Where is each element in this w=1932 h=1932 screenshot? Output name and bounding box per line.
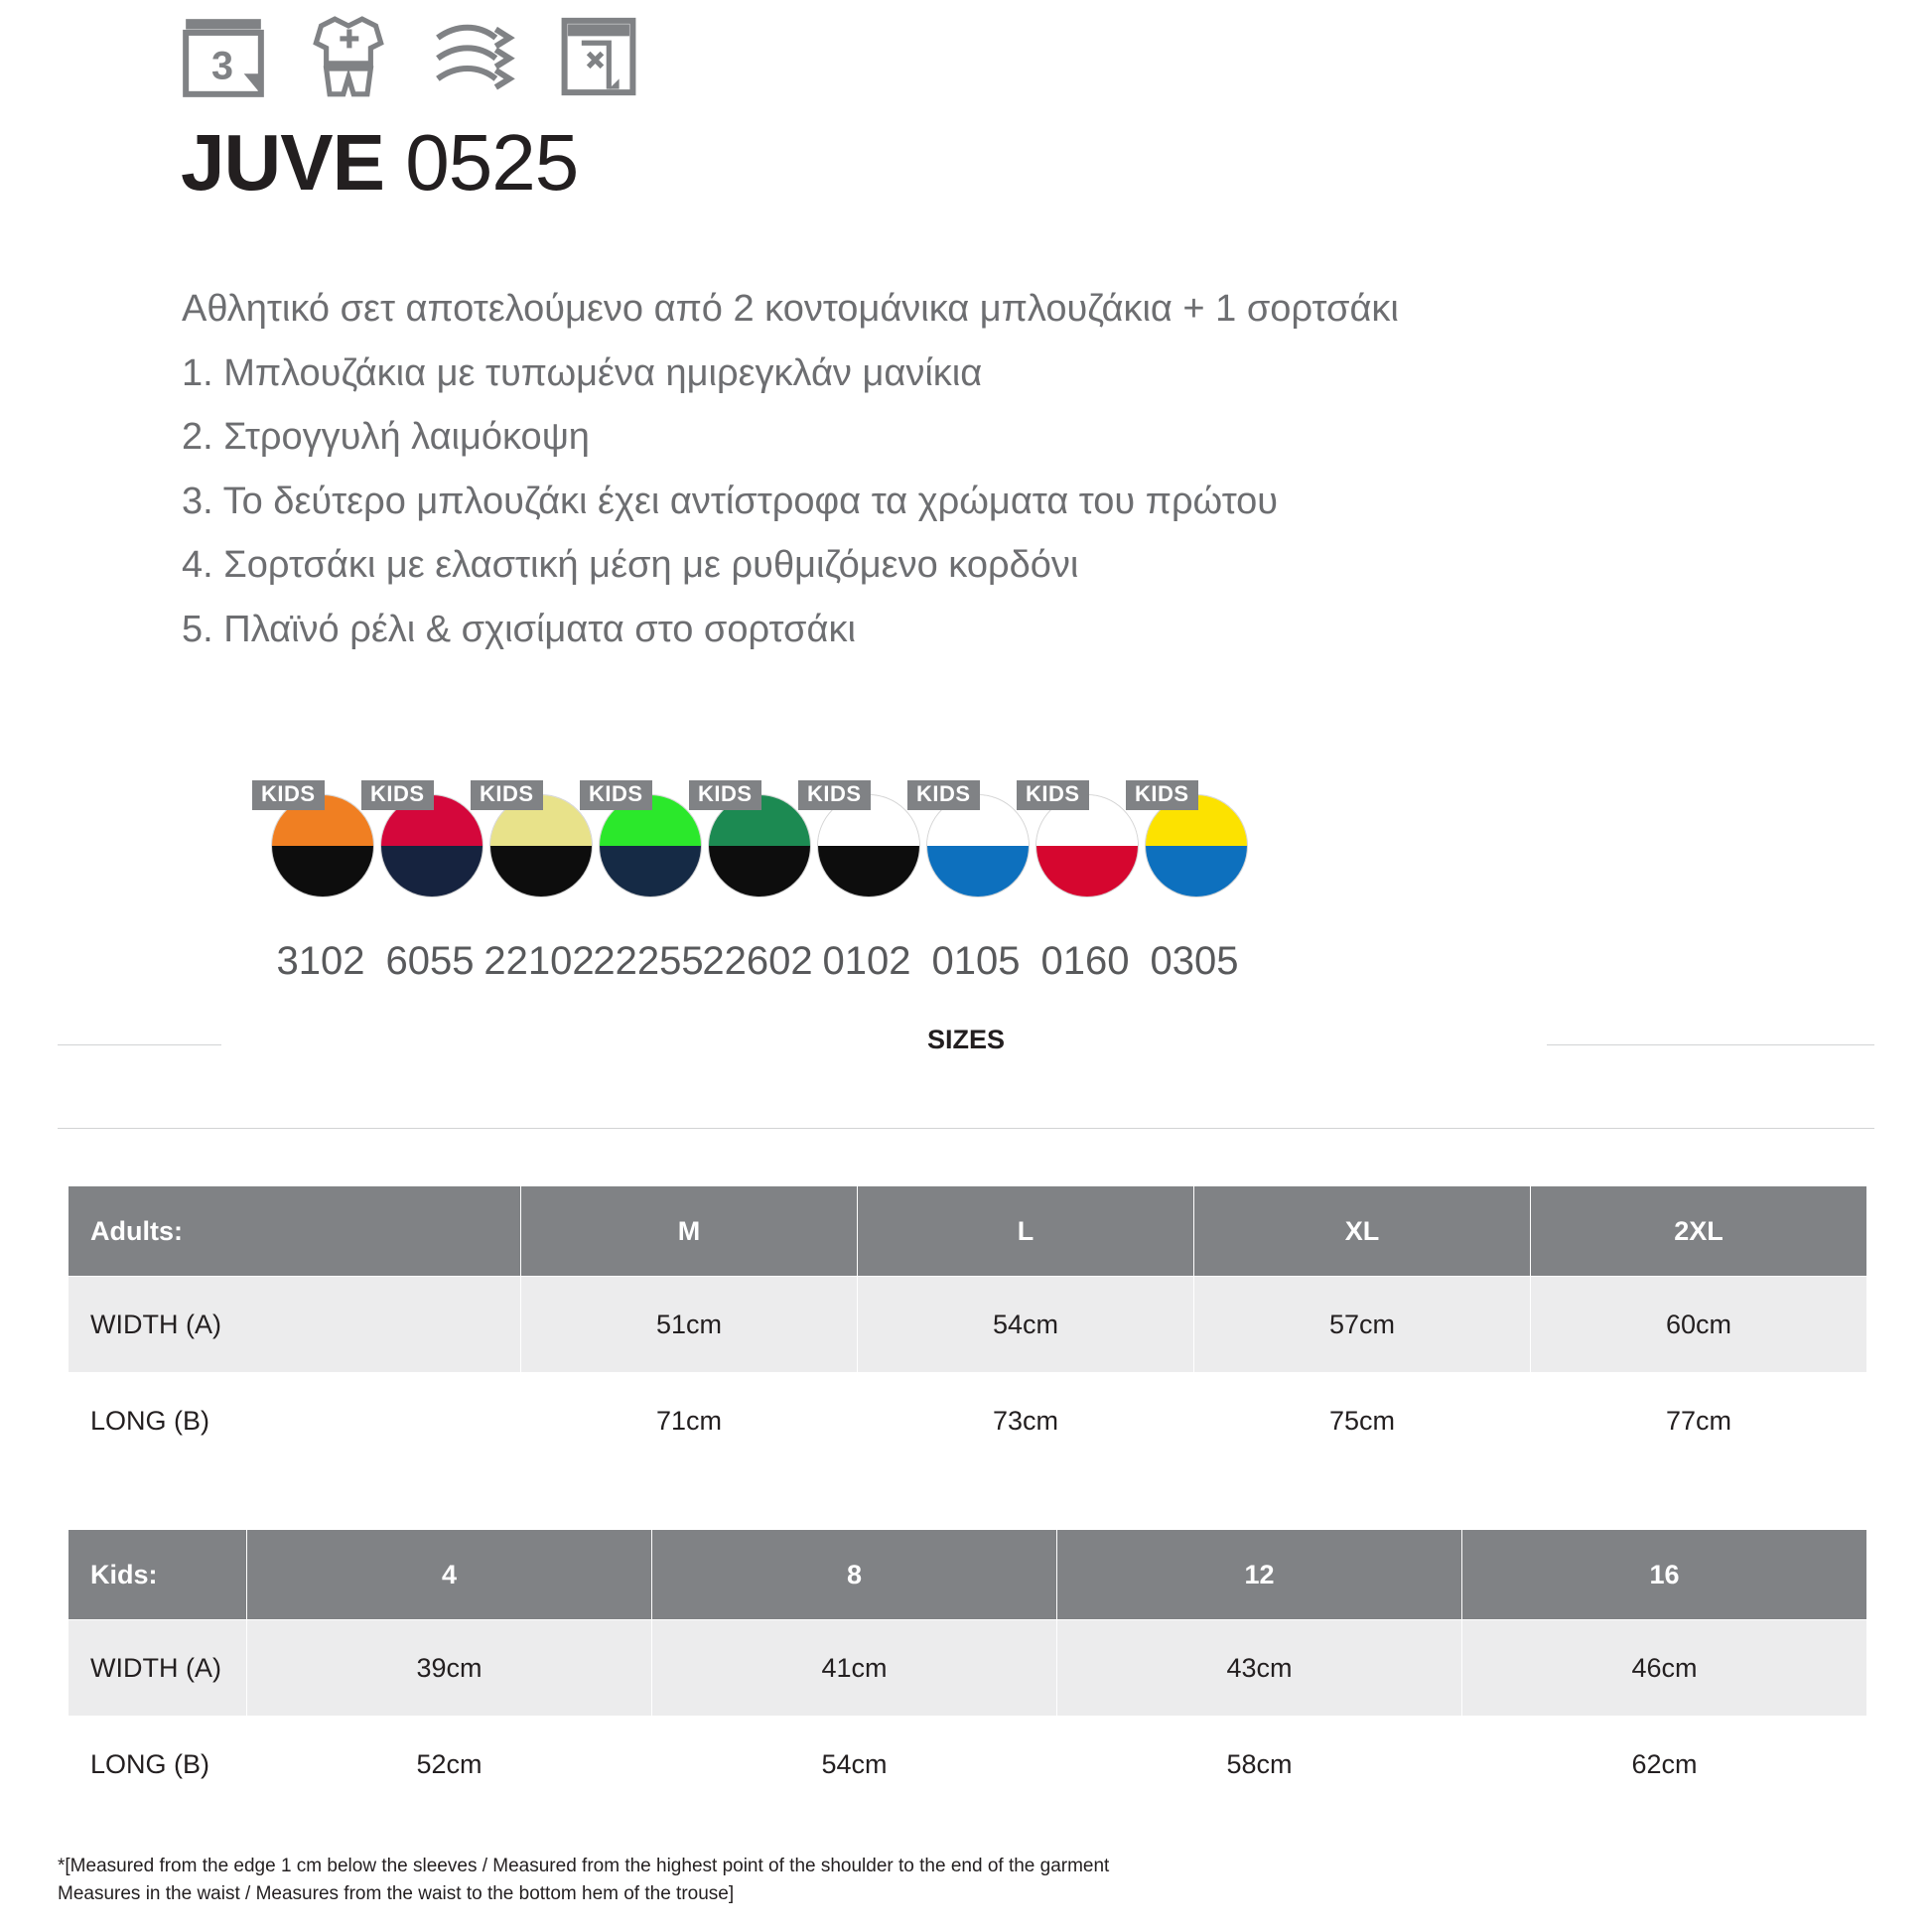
kids-width-8: 41cm (652, 1620, 1057, 1717)
care-icon-strip (181, 0, 641, 99)
breathable-icon (431, 14, 516, 99)
table-row (69, 1717, 1867, 1813)
footnote-line-1: *[Measured from the edge 1 cm below the sleeves / Measured from the highest point of the shoulder to the end of the garment (58, 1856, 1110, 1876)
kids-header-4: 4 (247, 1530, 652, 1620)
color-option[interactable] (916, 781, 1031, 984)
swatch-bottom (490, 846, 592, 897)
color-code-label: 3102 (276, 939, 365, 983)
kids-badge: KIDS (252, 780, 325, 810)
swatch-bottom (927, 846, 1029, 897)
kids-long-8: 54cm (652, 1717, 1057, 1813)
color-option[interactable] (370, 781, 484, 984)
kids-width-label: WIDTH (A) (69, 1620, 247, 1717)
footnote-line-2: Measures in the waist / Measures from the waist to the bottom hem of the trouse] (58, 1882, 735, 1904)
kids-long-16: 62cm (1462, 1717, 1867, 1813)
zip-bag-icon (556, 14, 641, 99)
adults-long-label: LONG (B) (69, 1373, 521, 1469)
swatch-bottom (1036, 846, 1138, 897)
swatch-wrap (698, 781, 812, 903)
adults-width-xl: 57cm (1194, 1277, 1531, 1373)
kids-width-4: 39cm (247, 1620, 652, 1717)
adults-width-l: 54cm (858, 1277, 1194, 1373)
adults-size-table (68, 1185, 1867, 1469)
product-code: 0525 (405, 118, 579, 207)
page-title (181, 117, 578, 208)
package-3-icon (181, 14, 266, 99)
swatch-wrap (807, 781, 921, 903)
swatch-bottom (381, 846, 483, 897)
color-option[interactable] (807, 781, 921, 984)
description-line-4: 4. Σορτσάκι με ελαστική μέση με ρυθμιζόμενο κορδόνι (182, 544, 1079, 587)
color-code-label: 22602 (702, 939, 813, 983)
adults-header-m: M (521, 1186, 858, 1277)
table-row (69, 1277, 1867, 1373)
table-header-row (69, 1186, 1867, 1277)
table-row (69, 1620, 1867, 1717)
swatch-wrap (261, 781, 375, 903)
color-option[interactable] (1135, 781, 1249, 984)
color-option[interactable] (261, 781, 375, 984)
table-row (69, 1373, 1867, 1469)
description-line-1: 1. Μπλουζάκια με τυπωμένα ημιρεγκλάν μανίκια (182, 351, 983, 394)
color-code-label: 22102 (483, 939, 595, 983)
swatch-bottom (709, 846, 810, 897)
kids-header-label: Kids: (69, 1530, 247, 1620)
adults-header-xl: XL (1194, 1186, 1531, 1277)
kids-badge: KIDS (798, 780, 871, 810)
divider-below-sizes (58, 1128, 1874, 1129)
adults-long-m: 71cm (521, 1373, 858, 1469)
adults-long-l: 73cm (858, 1373, 1194, 1469)
kids-width-12: 43cm (1057, 1620, 1462, 1717)
kids-long-4: 52cm (247, 1717, 652, 1813)
adults-long-2xl: 77cm (1531, 1373, 1867, 1469)
swatch-bottom (1146, 846, 1247, 897)
sizes-heading: SIZES (926, 1025, 1006, 1054)
color-option[interactable] (589, 781, 704, 984)
kids-width-16: 46cm (1462, 1620, 1867, 1717)
kids-badge: KIDS (580, 780, 652, 810)
kids-badge: KIDS (361, 780, 434, 810)
kids-header-16: 16 (1462, 1530, 1867, 1620)
table-header-row (69, 1530, 1867, 1620)
color-code-label: 0160 (1040, 939, 1130, 983)
kids-size-table (68, 1529, 1867, 1813)
color-code-label: 6055 (385, 939, 475, 983)
kids-badge: KIDS (1017, 780, 1089, 810)
kids-badge: KIDS (689, 780, 761, 810)
adults-width-label: WIDTH (A) (69, 1277, 521, 1373)
swatch-wrap (1026, 781, 1140, 903)
description-intro: Αθλητικό σετ αποτελούμενο από 2 κοντομάνικα μπλουζάκια + 1 σορτσάκι (182, 288, 1399, 330)
adults-header-label: Adults: (69, 1186, 521, 1277)
color-code-label: 0105 (931, 939, 1021, 983)
swatch-wrap (1135, 781, 1249, 903)
kids-long-label: LONG (B) (69, 1717, 247, 1813)
product-description (182, 288, 1830, 672)
adults-width-2xl: 60cm (1531, 1277, 1867, 1373)
swatch-wrap (589, 781, 703, 903)
swatch-wrap (480, 781, 594, 903)
brand-name: JUVE (181, 118, 384, 207)
kids-header-8: 8 (652, 1530, 1057, 1620)
adults-width-m: 51cm (521, 1277, 858, 1373)
color-option[interactable] (1026, 781, 1140, 984)
kids-long-12: 58cm (1057, 1717, 1462, 1813)
color-option[interactable] (480, 781, 595, 984)
swatch-wrap (916, 781, 1031, 903)
color-code-label: 0102 (822, 939, 911, 983)
color-option[interactable] (698, 781, 813, 984)
kids-badge: KIDS (1126, 780, 1198, 810)
swatch-wrap (370, 781, 484, 903)
description-line-3: 3. Το δεύτερο μπλουζάκι έχει αντίστροφα τα χρώματα του πρώτου (182, 480, 1279, 522)
description-line-2: 2. Στρογγυλή λαιμόκοψη (182, 416, 590, 459)
description-line-5: 5. Πλαϊνό ρέλι & σχισίματα στο σορτσάκι (182, 608, 856, 650)
tshirt-plus-shorts-icon (306, 14, 391, 99)
kids-header-12: 12 (1057, 1530, 1462, 1620)
adults-long-xl: 75cm (1194, 1373, 1531, 1469)
kids-badge: KIDS (471, 780, 543, 810)
color-code-label: 22255 (593, 939, 704, 983)
swatch-bottom (600, 846, 701, 897)
svg-text:3: 3 (210, 44, 233, 88)
swatch-bottom (272, 846, 373, 897)
color-swatch-row (261, 781, 1249, 984)
color-code-label: 0305 (1150, 939, 1239, 983)
kids-badge: KIDS (907, 780, 980, 810)
adults-header-2xl: 2XL (1531, 1186, 1867, 1277)
measurement-footnote (58, 1853, 1109, 1907)
adults-header-l: L (858, 1186, 1194, 1277)
swatch-bottom (818, 846, 919, 897)
